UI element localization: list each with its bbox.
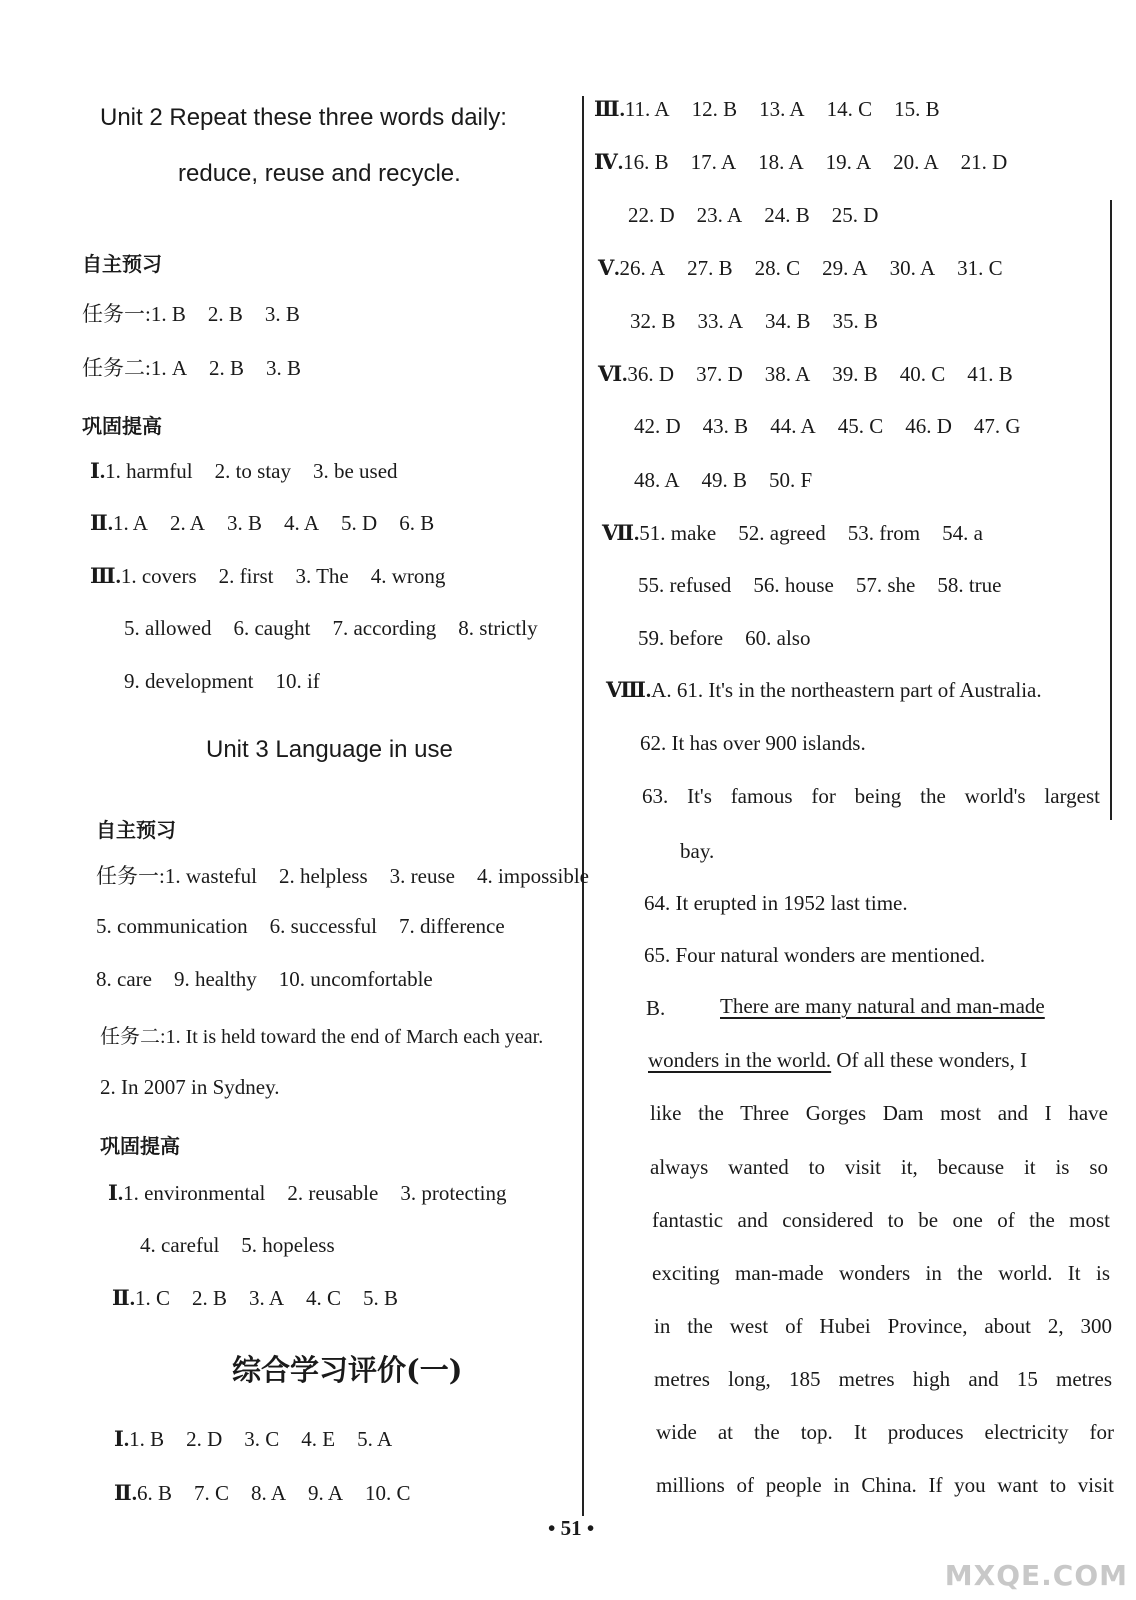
task-label: 任务一:: [96, 864, 165, 888]
answer-62: 62. It has over 900 islands.: [640, 731, 866, 755]
roman-label: Ⅳ.: [594, 150, 624, 174]
answer: 13. A: [759, 97, 805, 121]
u3-task1-row1: [96, 860, 589, 890]
answer-63a: 63. It's famous for being the world's largest: [642, 784, 1100, 808]
r-VII-row1: [602, 520, 1005, 546]
answer: 55. refused: [638, 573, 732, 597]
roman-label: Ⅰ.: [114, 1427, 130, 1451]
answer: 7. difference: [398, 914, 505, 938]
answer: 2. B: [209, 356, 245, 380]
answer: 5. B: [363, 1286, 399, 1310]
r-IV-row1: [594, 149, 1007, 175]
answer: 2. B: [207, 302, 243, 326]
B-topic-sentence-end: wonders in the world.: [648, 1048, 832, 1072]
answer: 2. helpless: [279, 864, 368, 888]
answer: 22. D: [628, 203, 675, 227]
B-line2: [648, 1048, 1027, 1073]
answer: 48. A: [634, 468, 680, 492]
answer: 43. B: [702, 414, 749, 438]
u3-I-row2: [140, 1233, 357, 1258]
answer: 33. A: [697, 309, 744, 333]
answer-65: 65. Four natural wonders are mentioned.: [644, 943, 986, 967]
roman-label: Ⅱ.: [114, 1481, 137, 1505]
u3-I-row1: [108, 1180, 528, 1206]
B-line10: millions of people in China. If you want to visit: [656, 1473, 1114, 1497]
roman-label: Ⅷ.: [606, 678, 652, 702]
task-label: 任务二:: [100, 1026, 166, 1048]
answer: 3. A: [248, 1286, 284, 1310]
answer: 2. reusable: [287, 1181, 379, 1205]
answer: 35. B: [832, 309, 879, 333]
roman-label: Ⅶ.: [602, 521, 640, 545]
answer: 1. B: [129, 1427, 165, 1451]
II-row: [90, 510, 456, 536]
answer: 46. D: [905, 414, 952, 438]
answer: 41. B: [967, 362, 1013, 386]
unit2-title-line1: Unit 2 Repeat these three words daily:: [100, 104, 507, 131]
answer: 4. impossible: [476, 864, 589, 888]
answer: 11. A: [624, 97, 670, 121]
answer: 30. A: [889, 256, 936, 280]
unit2-title-line2: reduce, reuse and recycle.: [178, 160, 461, 187]
answer: 3. B: [226, 511, 262, 535]
answer: 3. reuse: [389, 864, 455, 888]
III-row2: [124, 616, 560, 641]
right-edge-line: [1110, 200, 1112, 820]
answer: 4. E: [301, 1427, 336, 1451]
answer: 27. B: [687, 256, 733, 280]
B-label: B.: [646, 996, 666, 1020]
answer: 6. caught: [233, 616, 311, 640]
answer: 18. A: [758, 150, 804, 174]
u3-task1-row3: [96, 967, 455, 992]
answer: 3. protecting: [400, 1181, 507, 1205]
eval-I-row: [114, 1426, 414, 1452]
u3-section-preview: 自主预习: [96, 818, 176, 842]
u3-task1-row2: [96, 914, 527, 939]
answer: 21. D: [960, 150, 1008, 174]
answer: 9. A: [308, 1481, 344, 1505]
answer: 8. care: [96, 967, 152, 991]
answer: 45. C: [837, 414, 884, 438]
u3-task2-row2: 2. In 2007 in Sydney.: [100, 1075, 280, 1099]
answer: 54. a: [942, 521, 983, 545]
answer: 2. A: [169, 511, 205, 535]
answer: 3. B: [266, 356, 302, 380]
answer: 53. from: [847, 521, 921, 545]
answer: 2. first: [218, 564, 274, 588]
B-line6: exciting man-made wonders in the world. It is: [652, 1261, 1110, 1285]
roman-label: Ⅰ.: [108, 1181, 124, 1205]
I-row: [90, 458, 420, 484]
answer: 58. true: [937, 573, 1002, 597]
B-line3: like the Three Gorges Dam most and I have: [650, 1101, 1108, 1125]
answer: 34. B: [765, 309, 811, 333]
r-III-row: [594, 96, 962, 122]
eval-title: 综合学习评价(一): [232, 1353, 463, 1387]
answer: 12. B: [691, 97, 738, 121]
answer: 4. A: [284, 511, 320, 535]
answer: 4. careful: [140, 1233, 220, 1257]
answer-64: 64. It erupted in 1952 last time.: [644, 891, 908, 915]
answer: 49. B: [701, 468, 748, 492]
answer: 1. wasteful: [164, 864, 257, 888]
r-VI-row2: [634, 414, 1021, 439]
answer: 57. she: [855, 573, 916, 597]
answer: 19. A: [825, 150, 872, 174]
answer: 3. B: [264, 302, 300, 326]
answer: 10. if: [275, 669, 320, 693]
roman-label: Ⅴ.: [598, 256, 620, 280]
answer-63b: bay.: [680, 839, 715, 863]
III-row3: [124, 669, 342, 694]
answer: 8. strictly: [458, 616, 538, 640]
answer: 52. agreed: [738, 521, 826, 545]
roman-label: Ⅱ.: [90, 511, 113, 535]
answer: 26. A: [619, 256, 666, 280]
answer: 37. D: [696, 362, 743, 386]
r-VIII-A: [606, 677, 1042, 703]
answer: 44. A: [770, 414, 816, 438]
answer: 5. D: [341, 511, 378, 535]
III-row1: [90, 563, 467, 589]
answer: 7. C: [193, 1481, 229, 1505]
answer: 36. D: [627, 362, 675, 386]
task1-row: [82, 298, 322, 328]
B-line4: always wanted to visit it, because it is so: [650, 1155, 1108, 1179]
answer: 10. uncomfortable: [278, 967, 433, 991]
answer: 42. D: [634, 414, 681, 438]
answer: 31. C: [957, 256, 1003, 280]
answer: 56. house: [753, 573, 834, 597]
answer: 3. C: [244, 1427, 280, 1451]
answer: 7. according: [332, 616, 437, 640]
B-line8: metres long, 185 metres high and 15 metres: [654, 1367, 1112, 1391]
answer: 38. A: [764, 362, 811, 386]
r-VII-row3: [638, 626, 832, 651]
answer: 2. to stay: [214, 459, 291, 483]
answer: 4. C: [306, 1286, 342, 1310]
r-VI-row3: [634, 468, 834, 493]
answer: 1. B: [150, 302, 186, 326]
B-topic-sentence: There are many natural and man-made: [720, 994, 1045, 1018]
answer: 47. G: [973, 414, 1021, 438]
answer: 1. covers: [120, 564, 197, 588]
r-IV-row2: [628, 203, 900, 228]
answer: 28. C: [754, 256, 801, 280]
eval-II-row: [114, 1480, 433, 1506]
task2-label: 任务二:: [82, 356, 151, 380]
watermark: MXQE.COM: [944, 1559, 1128, 1592]
B-text: Of all these wonders, I: [831, 1048, 1028, 1072]
r-V-row1: [598, 255, 1003, 281]
answer: 16. B: [623, 150, 669, 174]
section-preview: 自主预习: [82, 252, 162, 276]
r-V-row2: [630, 309, 900, 334]
answer: 32. B: [630, 309, 676, 333]
answer: 9. development: [124, 669, 254, 693]
answer: 1. C: [134, 1286, 170, 1310]
unit3-title: Unit 3 Language in use: [206, 736, 453, 763]
roman-label: Ⅲ.: [594, 97, 625, 121]
B-line5: fantastic and considered to be one of the most: [652, 1208, 1110, 1232]
answer: A. 61. It's in the northeastern part of Australia.: [651, 678, 1042, 702]
answer: 15. B: [894, 97, 940, 121]
roman-label: Ⅰ.: [90, 459, 106, 483]
answer: 1. harmful: [105, 459, 193, 483]
answer: 1. A: [150, 356, 188, 380]
answer: 20. A: [893, 150, 939, 174]
answer: 24. B: [764, 203, 810, 227]
answer: 5. A: [357, 1427, 393, 1451]
answer: 17. A: [690, 150, 737, 174]
column-divider: [582, 96, 584, 1516]
answer: 3. The: [295, 564, 349, 588]
answer: 25. D: [831, 203, 879, 227]
answer: 10. C: [365, 1481, 411, 1505]
answer: 59. before: [638, 626, 724, 650]
answer: 5. communication: [96, 914, 248, 938]
page-number: • 51 •: [548, 1516, 595, 1540]
answer: 40. C: [899, 362, 946, 386]
roman-label: Ⅲ.: [90, 564, 121, 588]
answer: 60. also: [745, 626, 811, 650]
answer: 6. successful: [269, 914, 377, 938]
r-VI-row1: [598, 361, 1013, 387]
answer: 6. B: [399, 511, 435, 535]
answer: 8. A: [250, 1481, 286, 1505]
answer: 5. allowed: [124, 616, 212, 640]
task1-label: 任务一:: [82, 302, 151, 326]
answer: 50. F: [769, 468, 813, 492]
answer: 5. hopeless: [241, 1233, 335, 1257]
roman-label: Ⅵ.: [598, 362, 628, 386]
answer: 2. B: [191, 1286, 227, 1310]
task2-row: [82, 352, 323, 382]
u3-task2-row1: [100, 1020, 543, 1049]
answer: 1. It is held toward the end of March each year.: [165, 1026, 544, 1048]
answer: 14. C: [826, 97, 873, 121]
roman-label: Ⅱ.: [112, 1286, 135, 1310]
answer: 6. B: [136, 1481, 172, 1505]
section-consolidate: 巩固提高: [82, 414, 162, 438]
answer: 23. A: [696, 203, 743, 227]
answer: 9. healthy: [173, 967, 257, 991]
answer: 29. A: [822, 256, 868, 280]
B-line7: in the west of Hubei Province, about 2, 300: [654, 1314, 1112, 1338]
answer: 1. A: [112, 511, 148, 535]
B-line9: wide at the top. It produces electricity for: [656, 1420, 1114, 1444]
answer: 4. wrong: [370, 564, 446, 588]
answer: 2. D: [186, 1427, 223, 1451]
answer: 3. be used: [312, 459, 398, 483]
answer: 39. B: [832, 362, 878, 386]
r-VII-row2: [638, 573, 1023, 598]
u3-section-consolidate: 巩固提高: [100, 1134, 180, 1158]
u3-II-row: [112, 1285, 420, 1311]
answer: 51. make: [639, 521, 717, 545]
answer: 1. environmental: [123, 1181, 266, 1205]
